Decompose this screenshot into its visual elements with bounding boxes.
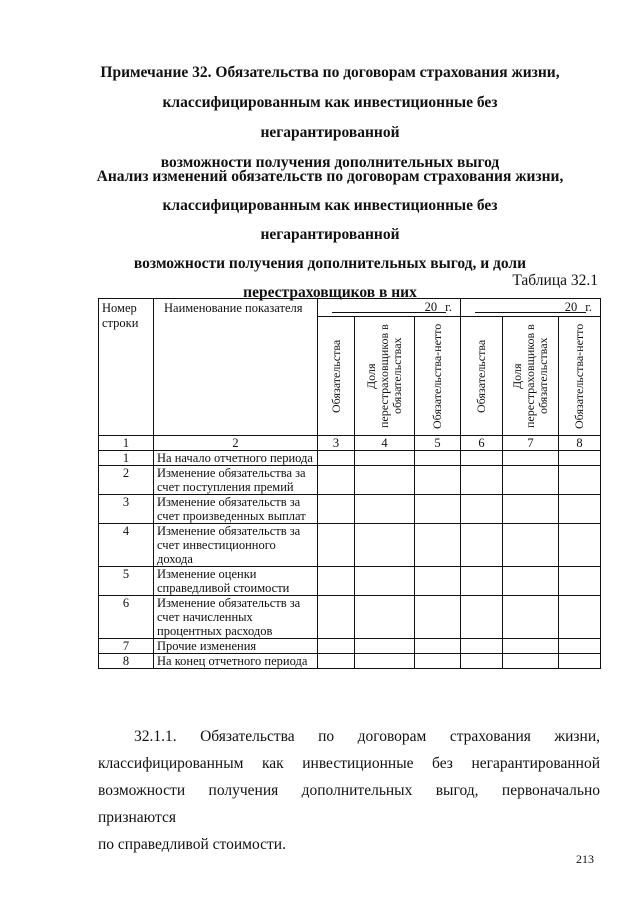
column-number: 3 xyxy=(318,436,355,451)
value-cell xyxy=(559,495,601,524)
value-cell xyxy=(461,495,503,524)
column-number: 2 xyxy=(154,436,318,451)
value-cell xyxy=(318,654,355,669)
table-row xyxy=(99,524,601,567)
value-cell xyxy=(559,466,601,495)
subheader-reinsurer-share: Доля перестраховщиков в обязательствах xyxy=(364,324,404,428)
value-cell xyxy=(503,466,559,495)
header-year-2 xyxy=(461,299,601,317)
value-cell xyxy=(355,466,415,495)
value-cell xyxy=(318,639,355,654)
value-cell xyxy=(503,639,559,654)
value-cell xyxy=(355,567,415,596)
analysis-title-line: классифицированным как инвестиционные без негарантированной xyxy=(162,197,498,243)
table-row xyxy=(99,451,601,466)
value-cell xyxy=(355,639,415,654)
subheader-obligations: Обязательства xyxy=(328,339,343,413)
value-cell xyxy=(503,495,559,524)
header-year-1 xyxy=(318,299,461,317)
subheader-net-obligations: Обязательства-нетто xyxy=(430,323,444,429)
analysis-title-line: перестраховщиков в них xyxy=(243,284,417,301)
value-cell xyxy=(461,524,503,567)
subheader-cell xyxy=(503,317,559,436)
row-number: 5 xyxy=(99,567,154,596)
value-cell xyxy=(559,451,601,466)
column-number: 7 xyxy=(503,436,559,451)
paragraph-32-1-1 xyxy=(98,723,600,858)
value-cell xyxy=(461,654,503,669)
column-number: 8 xyxy=(559,436,601,451)
paragraph-line: по справедливой стоимости. xyxy=(98,836,286,853)
note-title-line: классифицированным как инвестиционные без негарантированной xyxy=(162,94,498,141)
header-row-number: Номер строки xyxy=(99,299,154,436)
row-indicator-name: Прочие изменения xyxy=(154,639,318,654)
value-cell xyxy=(355,654,415,669)
paragraph-line: 32.1.1. Обязательства по договорам страхования жизни, xyxy=(134,728,600,745)
value-cell xyxy=(559,596,601,639)
row-indicator-name: Изменение оценки справедливой стоимости xyxy=(154,567,318,596)
value-cell xyxy=(355,495,415,524)
subheader-net-obligations: Обязательства-нетто xyxy=(572,323,587,429)
subheader-cell xyxy=(355,317,415,436)
value-cell xyxy=(559,524,601,567)
column-number: 1 xyxy=(99,436,154,451)
year-prefix: 20 xyxy=(564,300,578,314)
table-row xyxy=(99,596,601,639)
value-cell xyxy=(318,596,355,639)
paragraph-line: возможности получения дополнительных выгод, первоначально признаются xyxy=(98,782,600,826)
value-cell xyxy=(355,524,415,567)
value-cell xyxy=(318,466,355,495)
table-row xyxy=(99,466,601,495)
subheader-obligations: Обязательства xyxy=(474,339,489,413)
value-cell xyxy=(415,567,461,596)
value-cell xyxy=(461,567,503,596)
row-indicator-name: На конец отчетного периода xyxy=(154,654,318,669)
value-cell xyxy=(559,639,601,654)
value-cell xyxy=(461,596,503,639)
column-number: 6 xyxy=(461,436,503,451)
value-cell xyxy=(503,524,559,567)
analysis-title-line: возможности получения дополнительных выгод, и доли xyxy=(133,255,527,272)
note-title xyxy=(95,58,565,178)
row-number: 8 xyxy=(99,654,154,669)
value-cell xyxy=(355,451,415,466)
table-row xyxy=(99,639,601,654)
table-row xyxy=(99,567,601,596)
value-cell xyxy=(503,567,559,596)
value-cell xyxy=(318,567,355,596)
value-cell xyxy=(415,654,461,669)
report-table xyxy=(98,298,601,669)
row-number: 7 xyxy=(99,639,154,654)
value-cell xyxy=(415,466,461,495)
value-cell xyxy=(415,639,461,654)
table-label: Таблица 32.1 xyxy=(512,272,598,289)
value-cell xyxy=(318,524,355,567)
row-number: 6 xyxy=(99,596,154,639)
value-cell xyxy=(461,639,503,654)
value-cell xyxy=(461,466,503,495)
value-cell xyxy=(461,451,503,466)
value-cell xyxy=(503,451,559,466)
row-number: 1 xyxy=(99,451,154,466)
note-title-line: возможности получения дополнительных выгод xyxy=(160,154,500,171)
note-title-line: Примечание 32. Обязательства по договорам страхования жизни, xyxy=(100,64,560,81)
row-number: 3 xyxy=(99,495,154,524)
value-cell xyxy=(318,495,355,524)
value-cell xyxy=(415,495,461,524)
column-number: 4 xyxy=(355,436,415,451)
year-suffix: г. xyxy=(585,300,593,314)
row-indicator-name: Изменение обязательств за счет произведенных выплат xyxy=(154,495,318,524)
page-number: 213 xyxy=(576,852,594,866)
subheader-cell xyxy=(415,317,461,436)
value-cell xyxy=(415,596,461,639)
table-row xyxy=(99,654,601,669)
column-number-row xyxy=(99,436,601,451)
year-suffix: г. xyxy=(445,300,453,314)
value-cell xyxy=(503,596,559,639)
value-cell xyxy=(318,451,355,466)
row-indicator-name: Изменение обязательств за счет начисленных процентных расходов xyxy=(154,596,318,639)
subheader-cell xyxy=(318,317,355,436)
row-indicator-name: Изменение обязательств за счет инвестиционного дохода xyxy=(154,524,318,567)
analysis-title xyxy=(95,162,565,307)
paragraph-line: классифицированным как инвестиционные без негарантированной xyxy=(98,755,600,772)
subheader-cell xyxy=(559,317,601,436)
analysis-title-line: Анализ изменений обязательств по договорам страхования жизни, xyxy=(96,168,564,185)
subheader-cell xyxy=(461,317,503,436)
row-number: 2 xyxy=(99,466,154,495)
row-indicator-name: На начало отчетного периода xyxy=(154,451,318,466)
value-cell xyxy=(503,654,559,669)
value-cell xyxy=(559,567,601,596)
header-indicator-name: Наименование показателя xyxy=(154,299,318,436)
value-cell xyxy=(355,596,415,639)
year-prefix: 20 xyxy=(424,300,438,314)
row-indicator-name: Изменение обязательства за счет поступления премий xyxy=(154,466,318,495)
subheader-reinsurer-share: Доля перестраховщиков в обязательствах xyxy=(510,324,551,428)
value-cell xyxy=(559,654,601,669)
column-number: 5 xyxy=(415,436,461,451)
value-cell xyxy=(415,524,461,567)
table-row xyxy=(99,495,601,524)
row-number: 4 xyxy=(99,524,154,567)
value-cell xyxy=(415,451,461,466)
